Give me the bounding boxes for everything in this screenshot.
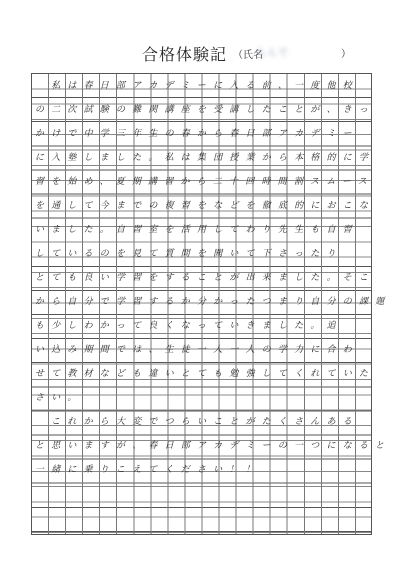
name-close-paren: ） bbox=[341, 49, 351, 60]
header bbox=[0, 42, 400, 66]
essay-line: かけで中学三年生の春から春日部アカデミー bbox=[35, 129, 359, 139]
essay-line: これから大変でつらいことがたくさんある bbox=[35, 417, 360, 427]
essay-line: と思いますが、春日部アカデミーの一つになると bbox=[35, 441, 392, 451]
essay-line: の二次試験の難関講座を受講したことが、きっ bbox=[35, 105, 376, 115]
essay-line: とても良い学習をすることが出来ました。そこ bbox=[35, 273, 376, 283]
essay-line: さい。 bbox=[35, 393, 84, 403]
essay-line: を通して今までの復習をなどを徹底的におこな bbox=[35, 201, 376, 211]
name-label: （氏名 bbox=[233, 50, 263, 61]
page-title: 合格体験記 bbox=[142, 45, 228, 64]
essay-line: 私は春日部アカデミーに入る前、一度他校 bbox=[35, 81, 359, 91]
essay-line: に入塾しました。私は集団授業から本格的に学 bbox=[35, 153, 376, 163]
manuscript-grid bbox=[31, 73, 392, 535]
essay-line: い込み期間では、生徒一人一人の学力に合わ bbox=[35, 345, 360, 355]
essay-line: せて教材なども違いとても勉強してくれていた bbox=[35, 369, 376, 379]
essay-line: から自分で学習するか分かったつまり自分の課題 bbox=[35, 297, 392, 307]
essay-line: も少しわかって良くなっていきました。追 bbox=[35, 321, 343, 331]
name-value-blurred: もんで bbox=[256, 48, 289, 59]
essay-line: 習を始め、夏期講習から二十回時間割スムース bbox=[35, 177, 374, 187]
essay-line: 一緒に乗りこえてください！！ bbox=[35, 465, 262, 475]
essay-line: いました。自習室を活用してわり先生も自習 bbox=[35, 225, 360, 235]
essay-line: しているのを見て質問を聞いて下さったり bbox=[35, 249, 343, 259]
